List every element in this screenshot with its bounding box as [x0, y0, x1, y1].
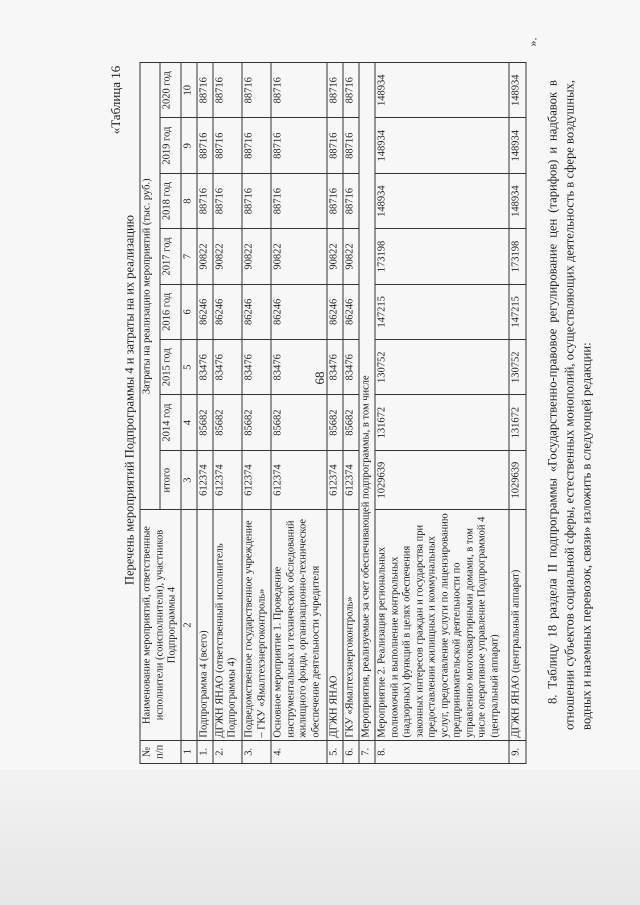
total-cell: 1029639 — [509, 450, 525, 510]
index-cell: 7 — [181, 229, 197, 284]
year-value-cell: 90822 — [197, 229, 213, 284]
year-value-cell: 85682 — [327, 395, 343, 450]
year-value-cell: 148934 — [509, 118, 525, 173]
row-number: 3. — [242, 740, 271, 763]
total-cell: 1029639 — [375, 450, 509, 510]
closing-quote: ». — [525, 37, 540, 47]
rotated-table-container — [140, 62, 522, 764]
year-value-cell: 83476 — [242, 340, 271, 395]
total-cell: 612374 — [242, 450, 271, 510]
activity-name: Подведомственное государственное учреждение – ГКУ «Ямалтехэнергоконтроль» — [242, 510, 271, 740]
activity-name: Основное мероприятие 1. Проведение инструментальных и технических обследований жилищного фонда, организационно-техническое обеспечение деятельности учредителя — [271, 510, 326, 740]
year-value-cell: 88716 — [271, 173, 326, 228]
total-cell: 612374 — [213, 450, 242, 510]
index-cell: 3 — [181, 450, 197, 510]
index-cell: 2 — [181, 510, 197, 740]
section-caption: Мероприятия, реализуемые за счет обеспечивающей подпрограммы, в том числе — [359, 63, 375, 741]
year-value-cell: 86246 — [343, 284, 359, 339]
index-cell: 5 — [181, 340, 197, 395]
year-value-cell: 86246 — [271, 284, 326, 339]
year-value-cell: 130752 — [509, 340, 525, 395]
year-value-cell: 88716 — [327, 63, 343, 118]
year-value-cell: 83476 — [197, 340, 213, 395]
year-value-cell: 88716 — [213, 118, 242, 173]
row-number: 4. — [271, 740, 326, 763]
index-cell: 4 — [181, 395, 197, 450]
year-value-cell: 148934 — [375, 63, 509, 118]
year-value-cell: 88716 — [197, 118, 213, 173]
total-cell: 612374 — [327, 450, 343, 510]
header-year: 2019 год — [160, 118, 180, 173]
table-label: «Таблица 16 — [108, 65, 123, 135]
year-value-cell: 83476 — [271, 340, 326, 395]
index-cell: 10 — [181, 63, 197, 118]
activity-name: ДГЖН ЯНАО (центральный аппарат) — [509, 510, 525, 740]
year-value-cell: 148934 — [375, 173, 509, 228]
year-value-cell: 88716 — [271, 118, 326, 173]
header-year: 2017 год — [160, 229, 180, 284]
year-value-cell: 86246 — [213, 284, 242, 339]
table-row — [271, 63, 326, 764]
year-value-cell: 88716 — [271, 63, 326, 118]
table-row — [242, 63, 271, 764]
table-title: Перечень мероприятий Подпрограммы 4 и затраты на их реализацию — [122, 214, 137, 586]
activity-name: Подпрограмма 4 (всего) — [197, 510, 213, 740]
header-year: 2015 год — [160, 340, 180, 395]
year-value-cell: 86246 — [197, 284, 213, 339]
header-year: 2018 год — [160, 173, 180, 228]
year-value-cell: 88716 — [197, 63, 213, 118]
year-value-cell: 173198 — [375, 229, 509, 284]
year-value-cell: 148934 — [509, 63, 525, 118]
year-value-cell: 88716 — [327, 173, 343, 228]
year-value-cell: 86246 — [242, 284, 271, 339]
year-value-cell: 131672 — [375, 395, 509, 450]
year-value-cell: 88716 — [242, 118, 271, 173]
column-index-row — [181, 63, 197, 764]
year-value-cell: 148934 — [375, 118, 509, 173]
index-cell: 8 — [181, 173, 197, 228]
page-number: 68 — [312, 371, 327, 385]
year-value-cell: 83476 — [327, 340, 343, 395]
row-number: 6. — [343, 740, 359, 763]
header-total: итого — [160, 450, 180, 510]
header-row — [140, 63, 160, 764]
year-value-cell: 83476 — [213, 340, 242, 395]
year-value-cell: 85682 — [271, 395, 326, 450]
table-row — [359, 63, 375, 764]
year-value-cell: 88716 — [197, 173, 213, 228]
year-value-cell: 88716 — [327, 118, 343, 173]
year-value-cell: 90822 — [242, 229, 271, 284]
year-value-cell: 90822 — [213, 229, 242, 284]
activities-table — [140, 62, 527, 764]
header-name: Наименование мероприятий, ответственные исполнители (соисполнители), участников Подпрограммы 4 — [140, 510, 181, 740]
table-row — [197, 63, 213, 764]
row-number: 9. — [509, 740, 525, 763]
table-row — [213, 63, 242, 764]
year-value-cell: 88716 — [213, 63, 242, 118]
total-cell: 612374 — [197, 450, 213, 510]
activity-name: Мероприятие 2. Реализация региональных полномочий и выполнение контрольных (надзорных) функций в целях обеспечения законных интересов граждан и государства при предоставлении жилищных и коммунальных услуг, предоставление услуги по лицензированию предпринимательской деятельности по управлению многоквартирными домами, в том числе оперативное управление Подпрограммой 4 (центральный аппарат) — [375, 510, 509, 740]
page-bottom-shadow — [0, 770, 640, 905]
total-cell: 612374 — [343, 450, 359, 510]
table-row — [343, 63, 359, 764]
activity-name: ГКУ «Ямалтехэнергоконтроль» — [343, 510, 359, 740]
table-row — [509, 63, 525, 764]
year-value-cell: 88716 — [242, 63, 271, 118]
year-value-cell: 86246 — [327, 284, 343, 339]
year-value-cell: 83476 — [343, 340, 359, 395]
year-value-cell: 90822 — [343, 229, 359, 284]
header-year: 2016 год — [160, 284, 180, 339]
row-number: 5. — [327, 740, 343, 763]
year-value-cell: 88716 — [343, 173, 359, 228]
year-value-cell: 88716 — [242, 173, 271, 228]
year-value-cell: 85682 — [197, 395, 213, 450]
year-value-cell: 85682 — [213, 395, 242, 450]
row-number: 8. — [375, 740, 509, 763]
index-cell: 9 — [181, 118, 197, 173]
row-number: 2. — [213, 740, 242, 763]
table-row — [375, 63, 509, 764]
index-cell: 6 — [181, 284, 197, 339]
year-value-cell: 85682 — [242, 395, 271, 450]
header-num: № п/п — [140, 740, 181, 763]
header-year: 2020 год — [160, 63, 180, 118]
row-number: 1. — [197, 740, 213, 763]
table-body — [181, 63, 526, 764]
paragraph-text: 8. Таблицу 18 раздела II подпрограммы «Государственно-правовое регулирование цен (тарифов) и надбавок в отношении субъектов социальной сферы, естественных монополий, осуществляющих деятельность в сфере воздушных, водных и наземных перевозок, связи» изложить в следующей редакции: — [545, 80, 594, 730]
index-cell: 1 — [181, 740, 197, 763]
total-cell: 612374 — [271, 450, 326, 510]
activity-name: ДГЖН ЯНАО (ответственный исполнитель Подпрограммы 4) — [213, 510, 242, 740]
year-value-cell: 88716 — [343, 63, 359, 118]
year-value-cell: 130752 — [375, 340, 509, 395]
year-value-cell: 147215 — [375, 284, 509, 339]
amendment-paragraph — [545, 80, 596, 730]
year-value-cell: 88716 — [343, 118, 359, 173]
year-value-cell: 131672 — [509, 395, 525, 450]
year-value-cell: 88716 — [213, 173, 242, 228]
activity-name: ДГЖН ЯНАО — [327, 510, 343, 740]
year-value-cell: 85682 — [343, 395, 359, 450]
year-value-cell: 90822 — [327, 229, 343, 284]
year-value-cell: 148934 — [509, 173, 525, 228]
table-row — [327, 63, 343, 764]
header-year: 2014 год — [160, 395, 180, 450]
year-value-cell: 147215 — [509, 284, 525, 339]
row-number: 7. — [359, 740, 375, 763]
year-value-cell: 90822 — [271, 229, 326, 284]
year-value-cell: 173198 — [509, 229, 525, 284]
header-costs: Затраты на реализацию мероприятий (тыс. руб.) — [140, 63, 160, 510]
